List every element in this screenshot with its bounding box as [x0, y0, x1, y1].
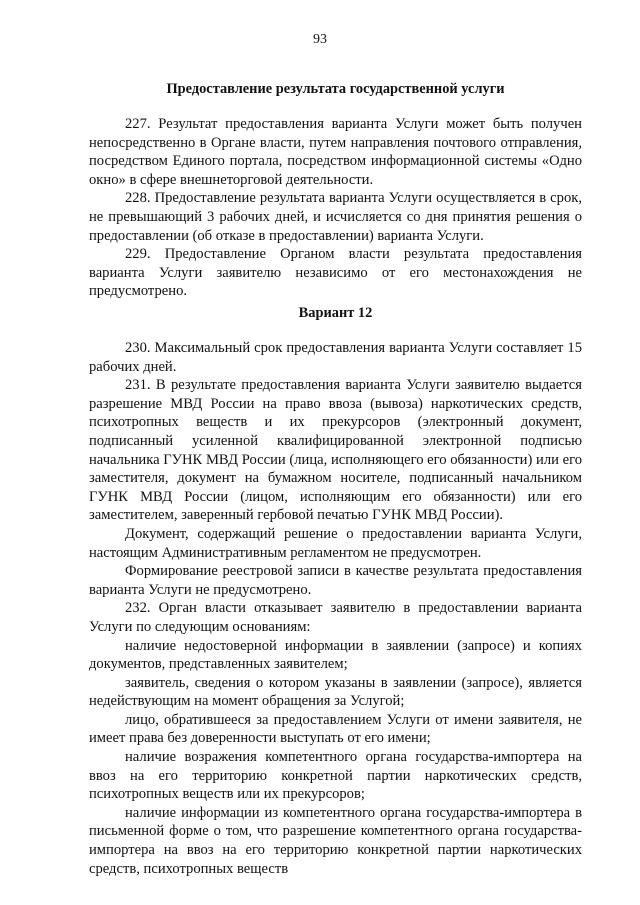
section-heading: Предоставление результата государственной услуги	[166, 81, 505, 97]
refusal-ground-5: наличие информации из компетентного органа государства-импортера в письменной форме о том, что разрешение компетентного органа государства-импортера на ввоз на его территорию конкретной партии наркотических средств, психотропных веществ	[89, 804, 582, 877]
paragraph-registry: Формирование реестровой записи в качестве результата предоставления варианта Услуги не предусмотрено.	[89, 563, 582, 598]
section-body	[89, 115, 582, 301]
paragraph-232: 232. Орган власти отказывает заявителю в предоставлении варианта Услуги по следующим основаниям:	[89, 600, 582, 635]
variant-heading: Вариант 12	[298, 305, 373, 321]
paragraph-231: 231. В результате предоставления варианта Услуги заявителю выдается разрешение МВД России на право ввоза (вывоза) наркотических средств, психотропных веществ и их прекурсоров (электронный документ, подписанный усиленной квалифицированной электронной подписью начальника ГУНК МВД России (лица, исполняющего его обязанности) или его заместителя, документ на бумажном носителе, подписанный начальником ГУНК МВД России (лицом, исполняющим его обязанности) или его заместителем, заверенный гербовой печатью ГУНК МВД России).	[89, 377, 582, 524]
paragraph-227: 227. Результат предоставления варианта Услуги может быть получен непосредственно в Органе власти, путем направления почтового отправления, посредством Единого портала, посредством информационной системы «Одно окно» в сфере внешнеторговой деятельности.	[89, 116, 582, 188]
refusal-ground-2: заявитель, сведения о котором указаны в заявлении (запросе), является недействующим на момент обращения за Услугой;	[89, 674, 582, 710]
paragraph-229: 229. Предоставление Органом власти результата предоставления варианта Услуги заявителю независимо от его местонахождения не предусмотрено.	[89, 246, 582, 300]
paragraph-228: 228. Предоставление результата варианта Услуги осуществляется в срок, не превышающий 3 рабочих дней, и исчисляется со дня принятия решения о предоставлении (об отказе в предоставлении) варианта Услуги.	[89, 190, 582, 244]
page-number: 93	[313, 32, 327, 47]
refusal-ground-4: наличие возражения компетентного органа государства-импортера на ввоз на его территорию конкретной партии наркотических средств, психотропных веществ или их прекурсоров;	[89, 749, 582, 803]
paragraph-230: 230. Максимальный срок предоставления варианта Услуги составляет 15 рабочих дней.	[89, 340, 582, 375]
refusal-ground-3: лицо, обратившееся за предоставлением Услуги от имени заявителя, не имеет права без доверенности выступать от его имени;	[89, 711, 582, 747]
variant-body	[89, 339, 582, 878]
refusal-ground-1: наличие недостоверной информации в заявлении (запросе) и копиях документов, представленных заявителем;	[89, 637, 582, 673]
paragraph-document: Документ, содержащий решение о предоставлении варианта Услуги, настоящим Административным регламентом не предусмотрен.	[89, 525, 582, 561]
